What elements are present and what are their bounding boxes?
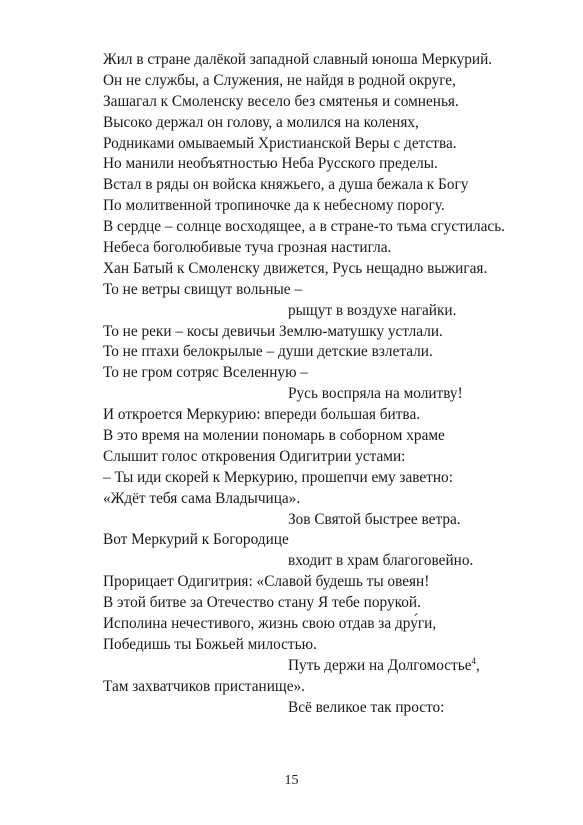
poem-line-text: Вот Меркурий к Богородице	[103, 531, 289, 549]
poem-line	[103, 635, 543, 656]
poem-line-text: Прорицает Одигитрия: «Славой будешь ты овеян!	[103, 573, 430, 591]
poem-line	[103, 489, 543, 510]
poem-line-text: По молитвенной тропиночке да к небесному порогу.	[103, 197, 445, 215]
poem-line	[103, 384, 543, 405]
poem-line-text: входит в храм благоговейно.	[288, 552, 474, 570]
poem-line-text: Он не службы, а Служения, не найдя в родной округе,	[103, 71, 456, 89]
poem-line	[103, 134, 543, 155]
poem-line-text: Русь воспряла на молитву!	[288, 385, 463, 403]
poem-line	[103, 322, 543, 343]
poem-line-punctuation: ,	[476, 656, 480, 674]
poem-line	[103, 196, 543, 217]
poem-line-text: Всё великое так просто:	[288, 698, 445, 716]
poem-line	[103, 92, 543, 113]
poem-line	[103, 280, 543, 301]
poem-line	[103, 175, 543, 196]
poem-line	[103, 426, 543, 447]
poem-line	[103, 217, 543, 238]
poem-line	[103, 698, 543, 719]
poem-line-text: Высоко держал он голову, а молился на коленях,	[103, 113, 419, 131]
poem-line	[103, 363, 543, 384]
poem-text	[103, 50, 543, 719]
poem-line-text: В это время на молении пономарь в соборном храме	[103, 427, 445, 445]
footnote-marker[interactable]: 4	[471, 655, 476, 666]
poem-line	[103, 593, 543, 614]
poem-line-text: Победишь ты Божьей милостью.	[103, 635, 317, 653]
poem-line-text: В этой битве за Отечество стану Я тебе порукой.	[103, 594, 421, 612]
poem-line-text: Хан Батый к Смоленску движется, Русь нещадно выжигая.	[103, 259, 488, 277]
poem-line-text: Исполина нечестивого, жизнь свою отдав за дру́ги,	[103, 615, 437, 633]
poem-line	[103, 530, 543, 551]
poem-line-text: Жил в стране далёкой западной славный юноша Меркурий.	[103, 51, 493, 68]
poem-line-text: То не ветры свищут вольные –	[103, 280, 303, 298]
poem-line-text: И откроется Меркурию: впереди большая битва.	[103, 406, 421, 424]
poem-line-text: То не реки – косы девичьи Землю-матушку устлали.	[103, 322, 443, 340]
poem-line	[103, 71, 543, 92]
poem-line	[103, 614, 543, 635]
poem-line-text: Небеса боголюбивые туча грозная настигла.	[103, 239, 392, 257]
poem-line	[103, 301, 543, 322]
poem-line	[103, 551, 543, 572]
poem-line	[103, 572, 543, 593]
poem-line	[103, 405, 543, 426]
poem-line-text: То не гром сотряс Вселенную –	[103, 364, 308, 382]
poem-line-text: Но манили необъятностью Неба Русского пределы.	[103, 155, 438, 173]
poem-line-text: Родниками омываемый Христианской Веры с детства.	[103, 134, 457, 152]
poem-line	[103, 50, 543, 71]
poem-line	[103, 154, 543, 175]
poem-line	[103, 238, 543, 259]
poem-line-text: Путь держи на Долгомостье	[288, 656, 472, 674]
poem-line-text: – Ты иди скорей к Меркурию, прошепчи ему заветно:	[103, 468, 453, 486]
poem-line-text: То не птахи белокрылые – души детские взлетали.	[103, 343, 433, 361]
poem-line	[103, 510, 543, 531]
poem-line-text: рыщут в воздухе нагайки.	[288, 301, 457, 319]
poem-line-text: Встал в ряды он войска княжьего, а душа бежала к Богу	[103, 176, 469, 194]
poem-line	[103, 342, 543, 363]
poem-line	[103, 656, 543, 677]
poem-line-text: Зов Святой быстрее ветра.	[288, 510, 461, 528]
poem-line	[103, 259, 543, 280]
poem-line-text: Там захватчиков пристанище».	[103, 677, 305, 695]
poem-line-text: В сердце – солнце восходящее, а в стране-то тьма сгустилась.	[103, 218, 506, 236]
poem-line-text: Слышит голос откровения Одигитрии устами:	[103, 447, 406, 465]
poem-line	[103, 677, 543, 698]
poem-line	[103, 468, 543, 489]
poem-line	[103, 447, 543, 468]
poem-line	[103, 113, 543, 134]
page-number: 15	[284, 773, 299, 788]
poem-line-text: Зашагал к Смоленску весело без смятенья и сомненья.	[103, 92, 459, 110]
poem-line-text: «Ждёт тебя сама Владычица».	[103, 489, 301, 507]
